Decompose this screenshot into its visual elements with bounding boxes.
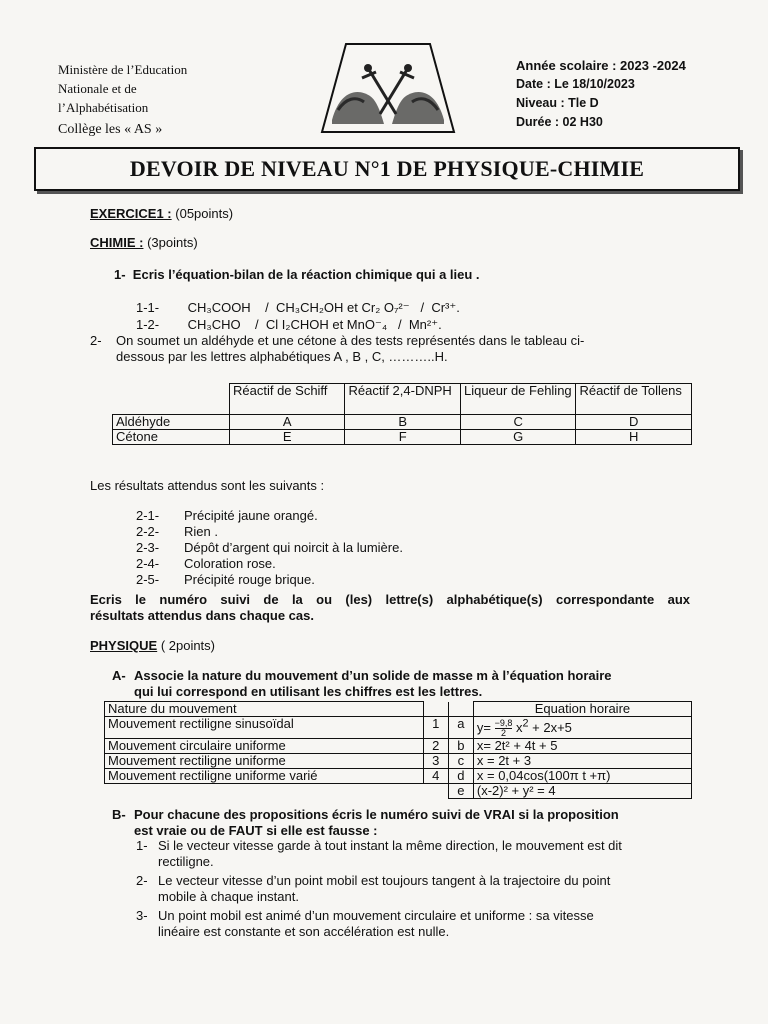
table-cell: G [460, 430, 575, 445]
class-level: Niveau : Tle D [516, 96, 599, 110]
list-item [136, 524, 403, 540]
item-text: Un point mobil est animé d’un mouvement circulaire et uniforme : sa vitesse [158, 908, 594, 923]
exam-date: Date : Le 18/10/2023 [516, 77, 635, 91]
physique-points: ( 2points) [160, 638, 216, 653]
product-c: Mn²⁺. [408, 317, 442, 332]
reactant-a: CH₃COOH [187, 300, 251, 315]
item-number: 2-1- [136, 508, 160, 523]
true-false-list [136, 838, 692, 940]
chimie-instruction [90, 592, 690, 624]
separator: / [265, 300, 269, 315]
exercise-label: EXERCICE1 : [90, 206, 172, 221]
empty-cell [448, 702, 473, 717]
number-cell: 3 [423, 754, 448, 769]
table-row [113, 415, 692, 430]
exercise-heading [90, 206, 233, 221]
separator: / [420, 300, 425, 315]
question-1-1 [136, 300, 460, 316]
header-cell: Nature du mouvement [105, 702, 424, 717]
part-number: A- [112, 668, 126, 683]
table-header-row [105, 702, 692, 717]
statement-line: est vraie ou de FAUT si elle est fausse : [134, 823, 378, 838]
header-cell: Equation horaire [473, 702, 691, 717]
empty-cell [113, 384, 230, 415]
table-row [105, 769, 692, 784]
question-text: Ecris l’équation-bilan de la réaction chimique qui a lieu . [132, 267, 480, 282]
exam-duration: Durée : 02 H30 [516, 115, 603, 129]
letter-cell: d [448, 769, 473, 784]
item-number: 2-4- [136, 556, 160, 571]
part-number: B- [112, 807, 126, 822]
crossed-swords-emblem-icon [318, 40, 458, 136]
item-text: Coloration rose. [184, 556, 276, 571]
table-cell: H [576, 430, 692, 445]
part-a-statement [112, 668, 612, 700]
motion-table [104, 701, 692, 799]
statement-line: Pour chacune des propositions écris le numéro suivi de VRAI si la proposition [134, 807, 619, 822]
letter-cell: e [448, 784, 473, 799]
item-number: 1- [136, 838, 148, 853]
physique-heading [90, 638, 215, 653]
list-item [136, 873, 692, 905]
item-text: Précipité rouge brique. [184, 572, 315, 587]
nature-cell [105, 784, 424, 799]
number-cell: 1 [423, 717, 448, 739]
header-cell: Réactif 2,4-DNPH [345, 384, 460, 415]
header-cell: Réactif de Tollens [576, 384, 692, 415]
ministry-block [58, 60, 187, 139]
college-name: Collège les « AS » [58, 122, 163, 137]
question-number: 1- [114, 267, 126, 282]
physique-label: PHYSIQUE [90, 638, 158, 653]
equation-cell: x= 2t² + 4t + 5 [473, 739, 691, 754]
ministry-line: Ministère de l’Education [58, 62, 188, 77]
item-text: linéaire est constante et son accélération est nulle. [158, 924, 450, 939]
school-logo [318, 40, 458, 136]
list-item [136, 508, 403, 524]
item-text: Le vecteur vitesse d’un point mobil est toujours tangent à la trajectoire du point [158, 873, 611, 888]
row-label: Aldéhyde [113, 415, 230, 430]
item-text: Si le vecteur vitesse garde à tout instant la même direction, le mouvement est dit [158, 838, 622, 853]
statement-line: qui lui correspond en utilisant les chiffres est les lettres. [134, 684, 483, 699]
row-label: Cétone [113, 430, 230, 445]
table-header-row [113, 384, 692, 415]
header-cell: Liqueur de Fehling [460, 384, 575, 415]
reactant-b: Cl I₂CHOH et MnO⁻₄ [265, 317, 388, 332]
table-row [105, 754, 692, 769]
ministry-line: l’Alphabétisation [58, 100, 149, 115]
letter-cell: c [448, 754, 473, 769]
empty-cell [423, 702, 448, 717]
sub-number: 1-1- [136, 300, 160, 315]
table-cell: A [230, 415, 345, 430]
tests-table [112, 383, 692, 445]
number-cell: 2 [423, 739, 448, 754]
table-cell: B [345, 415, 460, 430]
sub-number: 1-2- [136, 317, 160, 332]
question-1 [114, 267, 480, 282]
list-item [136, 908, 692, 940]
equation-text: y= $\frac{-9,8}{2}$ $x^2 + 2x+5$ [476, 718, 572, 739]
reactant-a: CH₃CHO [187, 317, 241, 332]
item-text: mobile à chaque instant. [158, 889, 299, 904]
item-text: rectiligne. [158, 854, 214, 869]
exam-info-block [516, 56, 686, 132]
list-item [136, 540, 403, 556]
item-number: 2-5- [136, 572, 160, 587]
table-row [105, 717, 692, 739]
equation-cell: x = 2t + 3 [473, 754, 691, 769]
number-cell [423, 784, 448, 799]
nature-cell: Mouvement rectiligne uniforme [105, 754, 424, 769]
chimie-points: (3points) [147, 235, 198, 250]
item-text: Dépôt d’argent qui noircit à la lumière. [184, 540, 403, 555]
question-number: 2- [90, 333, 102, 348]
results-intro: Les résultats attendus sont les suivants : [90, 478, 325, 493]
exercise-points: (05points) [175, 206, 234, 221]
item-number: 2- [136, 873, 148, 888]
instruction-line: Ecris le numéro suivi de la ou (les) lettre(s) alphabétique(s) correspondante aux [90, 592, 690, 607]
school-year: Année scolaire : 2023 -2024 [516, 58, 686, 73]
list-item [136, 572, 403, 588]
page-title: DEVOIR DE NIVEAU N°1 DE PHYSIQUE-CHIMIE [34, 147, 740, 191]
separator: / [397, 317, 402, 332]
item-text: Précipité jaune orangé. [184, 508, 318, 523]
nature-cell: Mouvement rectiligne sinusoïdal [105, 717, 424, 739]
item-number: 2-2- [136, 524, 160, 539]
table-cell: F [345, 430, 460, 445]
statement-line: Associe la nature du mouvement d’un solide de masse m à l’équation horaire [134, 668, 612, 683]
separator: / [255, 317, 259, 332]
question-2 [90, 333, 584, 365]
equation-cell: (x-2)² + y² = 4 [473, 784, 691, 799]
number-cell: 4 [423, 769, 448, 784]
equation-cell: x = 0,04cos(100π t +π) [473, 769, 691, 784]
nature-cell: Mouvement rectiligne uniforme varié [105, 769, 424, 784]
table-row [105, 784, 692, 799]
question-1-2 [136, 317, 442, 333]
chimie-label: CHIMIE : [90, 235, 144, 250]
chimie-heading [90, 235, 198, 250]
table-cell: E [230, 430, 345, 445]
item-text: Rien . [184, 524, 218, 539]
question-line: On soumet un aldéhyde et une cétone à des tests représentés dans le tableau ci- [116, 333, 585, 348]
equation-cell [473, 717, 691, 739]
table-row [113, 430, 692, 445]
ministry-line: Nationale et de [58, 81, 137, 96]
question-line: dessous par les lettres alphabétiques A , B , C, ………..H. [116, 349, 448, 364]
item-number: 3- [136, 908, 148, 923]
letter-cell: a [448, 717, 473, 739]
table-cell: C [460, 415, 575, 430]
table-cell: D [576, 415, 692, 430]
list-item [136, 838, 692, 870]
header-cell: Réactif de Schiff [230, 384, 345, 415]
part-b-statement [112, 807, 690, 839]
nature-cell: Mouvement circulaire uniforme [105, 739, 424, 754]
product-c: Cr³⁺. [431, 300, 460, 315]
instruction-line: résultats attendus dans chaque cas. [90, 608, 314, 623]
list-item [136, 556, 403, 572]
item-number: 2-3- [136, 540, 160, 555]
table-row [105, 739, 692, 754]
letter-cell: b [448, 739, 473, 754]
reactant-b: CH₃CH₂OH et Cr₂ O₇²⁻ [276, 300, 410, 315]
results-list [136, 508, 403, 588]
